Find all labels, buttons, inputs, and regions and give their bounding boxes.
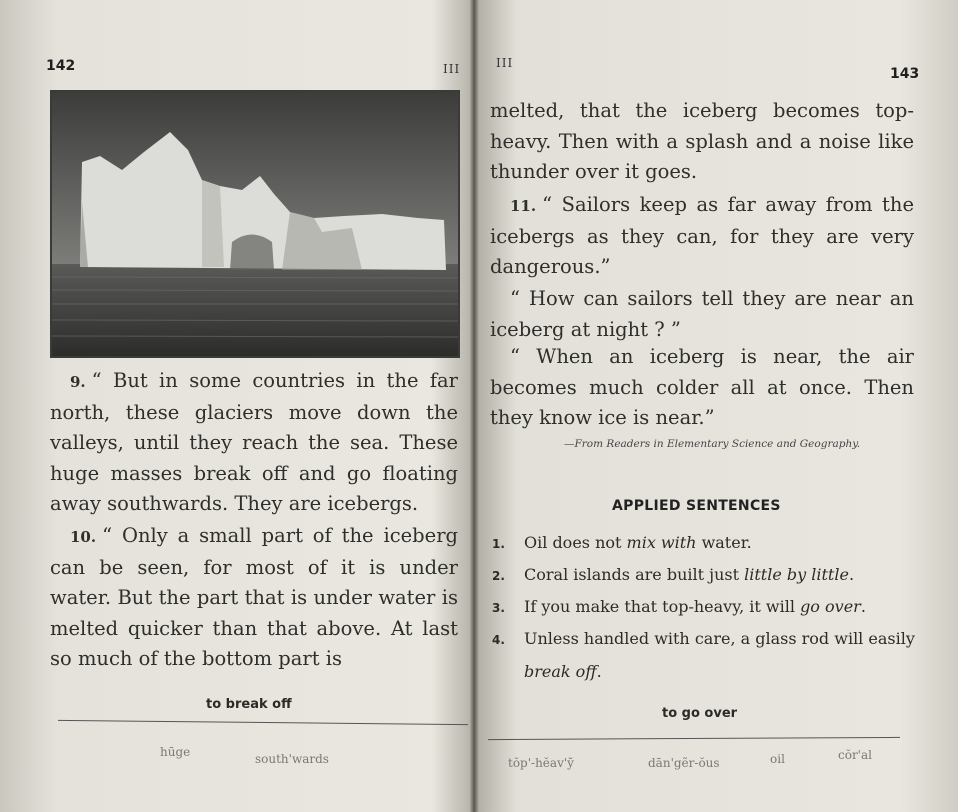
sentence-1-before: Oil does not <box>524 533 627 552</box>
paragraph-10-text: “ Only a small part of the iceberg can be seen, for most of it is under water. But the part that is under water is melted quicker than that above. At last so much of the bottom part is <box>50 524 458 670</box>
chapter-marker-right: III <box>496 56 514 70</box>
answer-text: “ When an iceberg is near, the air becomes much colder all at once. Then they know ice is near.” <box>490 345 914 429</box>
right-page <box>478 0 958 812</box>
sentence-4-before: Unless handled with care, a glass rod will easily <box>524 629 915 648</box>
sentence-1-after: water. <box>696 533 752 552</box>
sentence-number-4: 4. <box>492 633 505 647</box>
paragraph-9 <box>50 366 458 520</box>
applied-sentences-heading: APPLIED SENTENCES <box>612 498 781 514</box>
vocab-huge: hūge <box>160 745 191 759</box>
phrase-to-break-off: to break off <box>206 697 292 712</box>
footer-rule-left <box>58 720 468 725</box>
vocab-dangerous: dān'gẽr-ŏus <box>648 756 720 770</box>
chapter-marker-left: III <box>443 62 461 76</box>
paragraph-number-10: 10. <box>70 528 97 546</box>
paragraph-number-9: 9. <box>70 373 86 391</box>
sentence-3-before: If you make that top-heavy, it will <box>524 597 801 616</box>
continuation-paragraph <box>490 96 914 188</box>
vocab-coral: cŏr'al <box>838 748 872 762</box>
sentence-2-idiom: little by little <box>744 565 849 584</box>
paragraph-10 <box>50 521 458 675</box>
iceberg-photo <box>50 90 460 358</box>
sentence-number-3: 3. <box>492 601 505 615</box>
sentence-2-after: . <box>848 565 855 584</box>
continuation-text: melted, that the iceberg becomes top-heavy. Then with a splash and a noise like thunder over it goes. <box>490 99 914 183</box>
sentence-2 <box>492 559 922 592</box>
iceberg-icon <box>52 92 458 356</box>
sentence-1 <box>492 527 922 560</box>
sentence-4 <box>492 623 922 688</box>
question-text: “ How can sailors tell they are near an iceberg at night ? ” <box>490 287 914 341</box>
question-paragraph <box>490 284 914 345</box>
sentence-3-idiom: go over <box>800 597 861 616</box>
sentence-1-idiom: mix with <box>626 533 697 552</box>
sentence-4-after: . <box>596 662 602 681</box>
paragraph-11 <box>490 190 914 283</box>
paragraph-9-text: “ But in some countries in the far north, these glaciers move down the valleys, until they reach the sea. These huge masses break off and go floating away southwards. They are icebergs. <box>50 369 458 515</box>
footer-rule-right <box>488 737 900 740</box>
vocab-southwards: south'wards <box>255 752 329 766</box>
answer-paragraph <box>490 342 914 434</box>
page-number-left: 142 <box>46 58 76 74</box>
sentence-number-2: 2. <box>492 569 505 583</box>
sentence-3-after: . <box>860 597 866 616</box>
vocab-oil: oil <box>770 752 785 766</box>
source-citation: —From Readers in Elementary Science and Geography. <box>564 438 861 450</box>
sentence-4-idiom: break off <box>524 662 597 681</box>
left-page <box>0 0 474 812</box>
sentence-3 <box>492 591 922 624</box>
vocab-top-heavy: tŏp'-hĕav'y̆ <box>508 756 574 770</box>
paragraph-number-11: 11. <box>510 197 537 215</box>
phrase-to-go-over: to go over <box>662 706 738 721</box>
sentence-2-before: Coral islands are built just <box>524 565 745 584</box>
paragraph-11-text: “ Sailors keep as far away from the icebergs as they can, for they are very dangerous.” <box>490 193 914 278</box>
page-number-right: 143 <box>890 66 920 82</box>
sentence-number-1: 1. <box>492 537 505 551</box>
